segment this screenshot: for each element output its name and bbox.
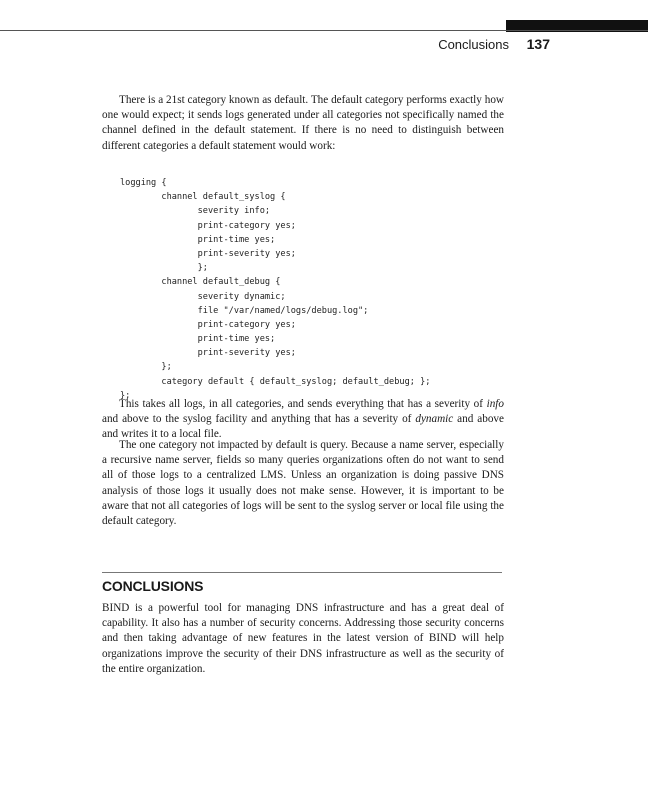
section-heading-conclusions: CONCLUSIONS	[102, 578, 204, 594]
section-divider	[102, 572, 502, 573]
chapter-section-title: Conclusions	[438, 37, 510, 52]
code-line: print-severity yes;	[120, 348, 296, 359]
code-line: file "/var/named/logs/debug.log";	[120, 305, 369, 316]
code-line: print-time yes;	[120, 234, 276, 245]
code-line: logging {	[120, 178, 167, 188]
paragraph-logs-explanation	[102, 397, 504, 443]
emphasis-info: info	[486, 398, 504, 410]
running-head	[300, 35, 550, 54]
code-line: print-category yes;	[120, 319, 296, 330]
code-line: print-severity yes;	[120, 248, 296, 259]
paragraph-conclusions: BIND is a powerful tool for managing DNS infrastructure and has a great deal of capability. It also has a number of security concerns. Addressing those security concerns and then taking advantage of new features in the latest version of BIND will help organizations improve the security of their DNS infrastructure as well as the security of the entire organization.	[102, 602, 504, 675]
code-line: severity dynamic;	[120, 291, 286, 302]
code-line: };	[120, 390, 131, 401]
code-line: print-time yes;	[120, 334, 276, 345]
code-line: category default { default_syslog; default_debug; };	[120, 376, 431, 387]
code-line: };	[120, 362, 172, 373]
paragraph-text: This takes all logs, in all categories, and sends everything that has a severity of	[119, 398, 487, 410]
paragraph-text: and above and writes it to a local file.	[102, 413, 504, 441]
code-line: channel default_debug {	[120, 277, 281, 288]
paragraph-query-category: The one category not impacted by default is query. Because a name server, especially a recursive name server, fields so many queries organizations often do not want to send all of those logs to a centralized LMS. Unless an organization is doing passive DNS analysis of those logs it usually does not make sense. However, it is important to be aware that not all categories of logs will be sent to the syslog server or local file using the default category.	[102, 439, 504, 528]
emphasis-dynamic: dynamic	[415, 413, 454, 426]
code-line: channel default_syslog {	[120, 192, 286, 203]
code-line: print-category yes;	[120, 220, 296, 231]
page-number: 137	[526, 36, 550, 52]
paragraph-default-category: There is a 21st category known as default. The default category performs exactly how one would expect; it sends logs generated under all categories not specifically named the channel defined in the default statement. If there is no need to distinguish between different categories a default statement would work:	[102, 94, 504, 152]
header-rule	[0, 30, 648, 31]
code-line: };	[120, 263, 208, 274]
code-block	[120, 176, 430, 403]
paragraph-text: and above to the syslog facility and anything that has a severity of	[102, 413, 416, 426]
code-line: severity info;	[120, 206, 271, 217]
